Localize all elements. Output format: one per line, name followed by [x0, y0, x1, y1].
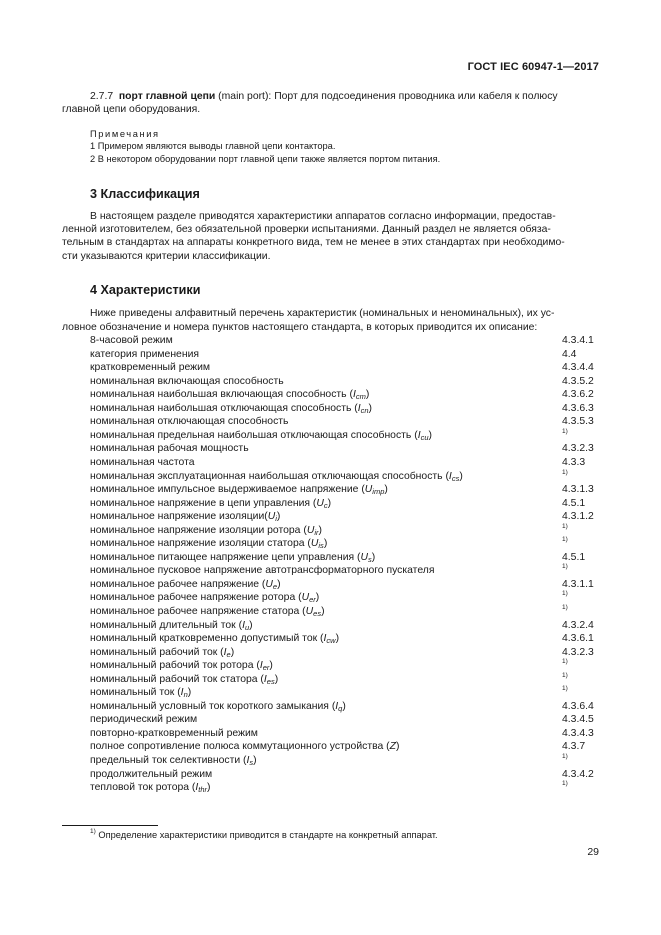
characteristic-symbol-subscript: cu: [420, 432, 429, 442]
characteristic-name: [62, 578, 281, 592]
characteristic-symbol: I: [242, 619, 245, 631]
characteristic-paren: ): [274, 673, 279, 685]
characteristic-row: [62, 727, 598, 741]
characteristic-symbol-subscript: i: [275, 514, 277, 524]
characteristic-name: [62, 700, 346, 714]
characteristic-paren: ): [277, 578, 281, 590]
characteristic-row: [62, 470, 598, 484]
page-number: 29: [587, 846, 599, 858]
characteristic-symbol: I: [417, 429, 421, 441]
characteristic-clause-ref: 4.3.6.4: [562, 700, 594, 712]
characteristic-clause-ref: 4.3.2.4: [562, 619, 594, 631]
characteristic-symbol-subscript: s: [368, 554, 372, 564]
characteristic-name: [62, 727, 258, 741]
characteristic-symbol-subscript: s: [249, 757, 254, 767]
characteristic-clause-ref: 4.3.1.2: [562, 511, 594, 523]
characteristic-symbol: U: [316, 497, 324, 509]
characteristic-text: повторно-кратковременный режим: [90, 727, 258, 739]
characteristic-symbol: Z: [389, 741, 396, 753]
term-number: 2.7.7: [90, 91, 114, 102]
section-4-title: 4 Характеристики: [90, 283, 201, 298]
characteristic-text: номинальное напряжение изоляции(: [90, 511, 268, 523]
characteristic-clause-ref: 4.3.4.4: [562, 362, 594, 374]
characteristic-symbol: U: [265, 578, 273, 590]
section-3-line2: ленной изготовителем, без обязательной проверки испытаниями. Данный раздел не является обяза-: [62, 224, 551, 235]
footnote-separator: [62, 825, 158, 826]
characteristic-text: категория применения: [90, 348, 199, 360]
characteristic-name: [62, 361, 210, 375]
characteristic-row: [62, 619, 598, 633]
characteristic-symbol-subscript: es: [266, 676, 275, 686]
characteristic-symbol: U: [364, 484, 373, 496]
characteristic-row: [62, 713, 598, 727]
characteristic-row: [62, 524, 598, 538]
characteristic-name: [62, 497, 331, 511]
characteristic-paren: ): [335, 633, 340, 645]
characteristic-clause-ref: [562, 470, 598, 484]
characteristic-row: [62, 510, 598, 524]
characteristic-clause-ref: 4.3.6.1: [562, 633, 594, 645]
characteristic-text: номинальный рабочий ток ротора (: [90, 660, 260, 672]
characteristic-row: [62, 605, 598, 619]
characteristic-name: [62, 619, 253, 633]
characteristic-clause-ref: [562, 564, 598, 578]
characteristic-row: [62, 483, 598, 497]
section-3-line4: сти указываются критерии классификации.: [62, 250, 271, 262]
characteristic-symbol-subscript: cs: [451, 473, 460, 483]
characteristic-name: [62, 456, 195, 470]
characteristic-row: [62, 415, 598, 429]
characteristic-clause-ref: 4.3.6.2: [562, 389, 594, 401]
section-4-intro-line2: ловное обозначение и номера пунктов настоящего стандарта, в которых приводится их описание:: [62, 321, 538, 333]
characteristic-clause-ref: 4.4: [562, 348, 577, 360]
characteristic-clause-ref: 4.3.1.3: [562, 484, 594, 496]
characteristic-clause-ref: 4.3.4.5: [562, 714, 594, 726]
term-definition-line2: главной цепи оборудования.: [62, 104, 201, 116]
footnote-reference: 1): [562, 563, 568, 571]
characteristic-clause-ref: 4.3.7: [562, 741, 586, 753]
characteristic-name: [62, 551, 375, 565]
characteristic-row: [62, 429, 598, 443]
section-3-title: 3 Классификация: [90, 186, 200, 201]
characteristic-symbol: I: [246, 754, 250, 766]
characteristic-row: [62, 551, 598, 565]
characteristic-paren: ): [230, 646, 235, 658]
characteristic-symbol-subscript: cw: [326, 636, 336, 646]
characteristic-clause-ref: 4.3.6.3: [562, 402, 594, 414]
characteristic-paren: ): [269, 660, 273, 672]
footnote-reference: 1): [562, 752, 568, 760]
note-item-1: 1 Примером являются выводы главной цепи контактора.: [90, 141, 336, 152]
characteristic-name: [62, 768, 212, 782]
characteristic-clause-ref: 4.3.4.1: [562, 335, 594, 347]
characteristic-text: номинальная частота: [90, 456, 195, 468]
footnote-reference: 1): [562, 427, 568, 435]
characteristic-text: номинальное рабочее напряжение (: [90, 578, 266, 590]
characteristic-row: [62, 768, 598, 782]
characteristic-text: полное сопротивление полюса коммутационного устройства (: [90, 741, 390, 753]
characteristic-name: [62, 483, 388, 497]
characteristic-symbol: I: [357, 402, 361, 414]
characteristic-symbol-subscript: cm: [355, 392, 366, 402]
footnote-reference: 1): [562, 468, 568, 476]
characteristic-symbol: I: [180, 687, 184, 699]
characteristic-text: номинальная предельная наибольшая отключающая способность (: [90, 429, 418, 441]
footnote-marker: 1): [90, 828, 96, 835]
characteristic-clause-ref: [562, 673, 598, 687]
characteristic-text: номинальный ток (: [90, 687, 181, 699]
characteristic-symbol-subscript: thr: [198, 785, 208, 795]
characteristic-paren: ): [315, 592, 320, 604]
characteristic-row: [62, 673, 598, 687]
term-2-7-7: [62, 90, 598, 103]
characteristic-paren: ): [459, 470, 463, 482]
characteristic-text: номинальная эксплуатационная наибольшая отключающая способность (: [90, 470, 449, 482]
characteristic-symbol: U: [306, 524, 315, 536]
characteristic-name: [62, 591, 319, 605]
characteristic-paren: ): [371, 551, 376, 563]
characteristic-paren: ): [321, 605, 325, 617]
characteristic-paren: ): [342, 700, 346, 712]
characteristic-row: [62, 402, 598, 416]
characteristic-symbol-subscript: is: [318, 541, 324, 551]
characteristic-text: номинальное напряжение в цепи управления (: [90, 497, 317, 509]
characteristic-paren: ): [395, 741, 400, 753]
footnote-reference: 1): [562, 603, 568, 611]
footnote-reference: 1): [562, 590, 568, 598]
characteristic-text: периодический режим: [90, 714, 198, 726]
characteristic-paren: ): [327, 497, 332, 509]
characteristic-paren: ): [276, 511, 281, 523]
characteristic-symbol: U: [301, 592, 310, 604]
characteristic-name: [62, 713, 197, 727]
characteristic-row: [62, 348, 598, 362]
characteristic-name: [62, 659, 273, 673]
notes-heading: Примечания: [90, 128, 160, 139]
characteristic-text: номинальная наибольшая отключающая способность (: [90, 402, 358, 414]
characteristic-text: номинальный длительный ток (: [90, 619, 243, 631]
footnote: [62, 829, 598, 841]
characteristic-row: [62, 388, 598, 402]
characteristic-name: [62, 646, 234, 660]
characteristic-symbol-subscript: er: [309, 595, 316, 605]
characteristic-name: [62, 686, 191, 700]
standard-code-header: ГОСТ IEC 60947-1—2017: [467, 61, 599, 73]
characteristic-symbol: I: [259, 660, 263, 672]
footnote-text: Определение характеристики приводится в стандарте на конкретный аппарат.: [98, 830, 438, 840]
characteristic-clause-ref: 4.3.4.3: [562, 727, 594, 739]
characteristic-row: [62, 334, 598, 348]
characteristic-name: [62, 402, 372, 416]
characteristic-text: номинальная включающая способность: [90, 375, 284, 387]
footnote-reference: 1): [562, 522, 568, 530]
characteristic-clause-ref: [562, 781, 598, 795]
footnote-reference: 1): [562, 780, 568, 788]
characteristic-paren: ): [253, 754, 257, 766]
characteristic-text: номинальный рабочий ток статора (: [90, 673, 264, 685]
characteristic-symbol-subscript: er: [262, 663, 270, 673]
characteristic-name: [62, 673, 278, 687]
footnote-reference: 1): [562, 536, 568, 544]
characteristic-text: номинальное импульсное выдерживаемое напряжение (: [90, 484, 365, 496]
characteristic-symbol-subscript: es: [313, 608, 322, 618]
characteristic-clause-ref: 4.3.5.3: [562, 416, 594, 428]
characteristic-text: номинальный условный ток короткого замыкания (: [90, 700, 336, 712]
characteristic-name: [62, 334, 173, 348]
characteristic-symbol: U: [360, 551, 368, 563]
characteristic-clause-ref: 4.3.5.2: [562, 375, 594, 387]
characteristic-name: [62, 442, 249, 456]
notes-block: [62, 128, 598, 166]
characteristic-text: номинальное напряжение изоляции ротора (: [90, 524, 307, 536]
characteristic-symbol: I: [323, 633, 327, 645]
characteristic-paren: ): [323, 538, 328, 550]
term-english: (main port):: [218, 91, 272, 102]
characteristic-clause-ref: [562, 686, 598, 700]
characteristic-name: [62, 632, 339, 646]
characteristic-text: номинальная рабочая мощность: [90, 443, 249, 455]
characteristic-row: [62, 456, 598, 470]
characteristic-paren: ): [384, 484, 388, 496]
characteristic-name: [62, 524, 322, 538]
characteristic-name: [62, 740, 399, 754]
characteristic-row: [62, 646, 598, 660]
characteristic-clause-ref: [562, 659, 598, 673]
characteristic-symbol: I: [335, 700, 339, 712]
section-4-intro-line1: Ниже приведены алфавитный перечень характеристик (номинальных и неноминальных), их ус-: [90, 308, 555, 320]
note-item-2: 2 В некотором оборудовании порт главной цепи также является портом питания.: [90, 154, 441, 164]
characteristic-symbol-subscript: ir: [314, 527, 319, 537]
characteristic-name: [62, 470, 463, 484]
characteristic-symbol-subscript: n: [183, 690, 188, 700]
characteristic-symbol: U: [310, 538, 319, 550]
characteristic-clause-ref: 4.3.2.3: [562, 443, 594, 455]
characteristic-symbol-subscript: c: [323, 500, 328, 510]
characteristic-row: [62, 659, 598, 673]
characteristic-text: кратковременный режим: [90, 362, 211, 374]
characteristic-clause-ref: 4.3.2.3: [562, 646, 594, 658]
characteristic-symbol-subscript: e: [272, 581, 278, 591]
characteristic-paren: ): [318, 524, 322, 536]
characteristic-row: [62, 781, 598, 795]
characteristic-name: [62, 348, 199, 362]
characteristic-text: номинальное питающее напряжение цепи управления (: [90, 551, 361, 563]
characteristic-text: номинальное напряжение изоляции статора (: [90, 538, 311, 550]
characteristic-row: [62, 361, 598, 375]
characteristic-symbol-subscript: imp: [372, 487, 385, 497]
characteristic-text: номинальный кратковременно допустимый ток (: [90, 633, 324, 645]
characteristic-name: [62, 781, 211, 795]
characteristic-text: номинальное пусковое напряжение автотрансформаторного пускателя: [90, 565, 435, 577]
characteristic-row: [62, 700, 598, 714]
characteristic-clause-ref: 4.3.3: [562, 456, 586, 468]
characteristic-clause-ref: [562, 591, 598, 605]
characteristic-paren: ): [187, 687, 192, 699]
footnote-reference: 1): [562, 658, 568, 666]
characteristic-text: тепловой ток ротора (: [90, 782, 196, 794]
characteristic-symbol-subscript: cn: [360, 405, 369, 415]
characteristic-row: [62, 591, 598, 605]
characteristic-text: номинальное рабочее напряжение ротора (: [90, 592, 302, 604]
characteristic-text: продолжительный режим: [90, 768, 213, 780]
characteristic-paren: ): [207, 782, 211, 794]
characteristic-symbol: U: [267, 511, 276, 523]
characteristic-paren: ): [368, 402, 372, 414]
page-content: [62, 90, 598, 795]
characteristic-clause-ref: [562, 537, 598, 551]
characteristic-clause-ref: [562, 429, 598, 443]
characteristic-clause-ref: 4.5.1: [562, 551, 586, 563]
characteristic-symbol-subscript: e: [226, 649, 231, 659]
characteristic-row: [62, 375, 598, 389]
characteristic-row: [62, 537, 598, 551]
term-definition-line1: Порт для подсоединения проводника или кабеля к полюсу: [274, 91, 558, 102]
characteristic-clause-ref: [562, 524, 598, 538]
characteristic-name: [62, 564, 434, 578]
characteristic-row: [62, 686, 598, 700]
characteristic-text: номинальная наибольшая включающая способность (: [90, 389, 353, 401]
term-name: порт главной цепи: [118, 91, 216, 102]
characteristic-clause-ref: 4.5.1: [562, 497, 586, 509]
characteristic-name: [62, 415, 288, 429]
characteristic-name: [62, 375, 284, 389]
characteristic-row: [62, 632, 598, 646]
characteristic-symbol: I: [448, 470, 452, 482]
characteristic-clause-ref: [562, 754, 598, 768]
footnote-reference: 1): [562, 671, 568, 679]
characteristic-symbol: I: [223, 646, 227, 658]
characteristic-row: [62, 578, 598, 592]
characteristic-symbol-subscript: q: [338, 703, 343, 713]
characteristic-paren: ): [249, 619, 253, 631]
characteristic-text: 8-часовой режим: [90, 335, 173, 347]
characteristic-symbol: U: [305, 605, 314, 617]
characteristic-symbol: I: [263, 673, 267, 685]
characteristic-row: [62, 564, 598, 578]
characteristic-text: предельный ток селективности (: [90, 754, 247, 766]
characteristic-clause-ref: 4.3.4.2: [562, 768, 594, 780]
characteristic-row: [62, 740, 598, 754]
characteristic-row: [62, 442, 598, 456]
characteristic-symbol: I: [352, 389, 356, 401]
characteristic-name: [62, 429, 432, 443]
section-3-line3: тельным в стандартах на аппараты конкретного вида, тем не менее в этих стандартах при необходимо-: [62, 237, 565, 249]
characteristic-text: номинальная отключающая способность: [90, 416, 289, 428]
characteristic-row: [62, 754, 598, 768]
characteristic-name: [62, 754, 257, 768]
characteristic-symbol: I: [195, 782, 199, 794]
footnote-reference: 1): [562, 685, 568, 693]
characteristic-name: [62, 510, 280, 524]
characteristic-clause-ref: [562, 605, 598, 619]
characteristic-name: [62, 388, 369, 402]
characteristic-name: [62, 605, 325, 619]
characteristic-paren: ): [365, 389, 370, 401]
characteristic-paren: ): [428, 429, 432, 441]
characteristic-text: номинальный рабочий ток (: [90, 646, 224, 658]
characteristic-text: номинальное рабочее напряжение статора (: [90, 605, 306, 617]
characteristic-row: [62, 497, 598, 511]
characteristic-name: [62, 537, 327, 551]
section-3-line1: В настоящем разделе приводятся характеристики аппаратов согласно информации, предостав-: [90, 210, 556, 222]
characteristics-list: [62, 334, 598, 795]
characteristic-symbol-subscript: u: [244, 622, 250, 632]
characteristic-clause-ref: 4.3.1.1: [562, 578, 594, 590]
